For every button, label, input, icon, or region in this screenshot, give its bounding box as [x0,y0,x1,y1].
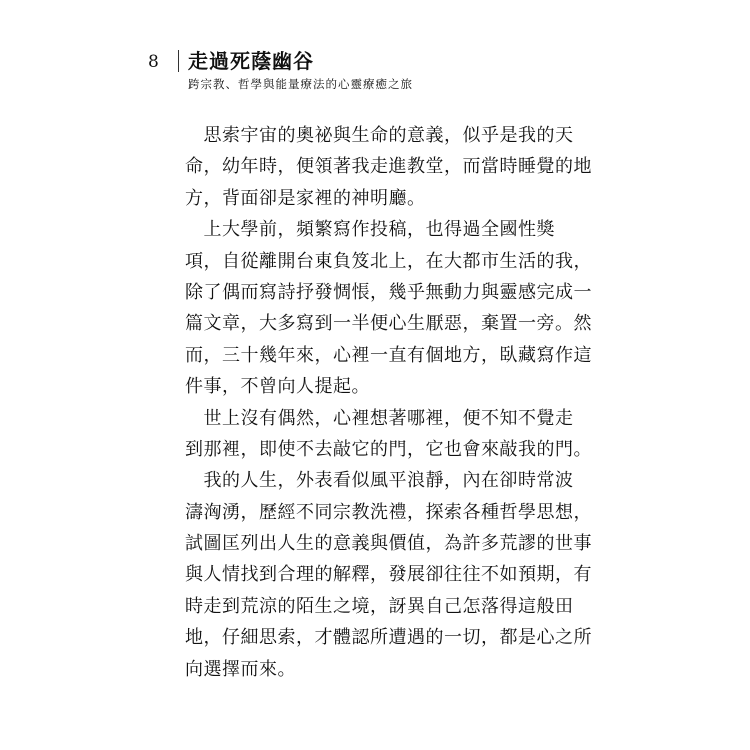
text-line: 方，背面卻是家裡的神明廳。 [185,187,426,209]
text-line: 向選擇而來。 [185,658,296,680]
text-line: 命，幼年時，便領著我走進教堂，而當時睡覺的地 [185,156,592,178]
book-subtitle: 跨宗教、哲學與能量療法的心靈療癒之旅 [188,77,413,91]
text-line: 地，仔細思索，才體認所遭遇的一切，都是心之所 [185,627,592,649]
text-line: 我的人生，外表看似風平浪靜，內在卻時常波 [185,470,574,492]
text-line: 與人情找到合理的解釋，發展卻往往不如預期，有 [185,564,592,586]
text-line: 而，三十幾年來，心裡一直有個地方，臥藏寫作這 [185,344,592,366]
book-title: 走過死蔭幽谷 [188,49,314,73]
running-header [148,46,608,90]
text-line: 篇文章，大多寫到一半便心生厭惡，棄置一旁。然 [185,313,592,335]
text-line: 項，自從離開台東負笈北上，在大都市生活的我， [185,250,592,272]
text-line: 到那裡，即使不去敲它的門，它也會來敲我的門。 [185,438,592,460]
body-text [185,124,592,689]
text-line: 上大學前，頻繁寫作投稿，也得過全國性獎 [185,219,555,241]
text-line: 件事，不曾向人提起。 [185,376,370,398]
text-line: 除了偶而寫詩抒發惆悵，幾乎無動力與靈感完成一 [185,281,592,303]
text-line: 濤洶湧，歷經不同宗教洗禮，探索各種哲學思想， [185,501,592,523]
text-line: 試圖匡列出人生的意義與價值，為許多荒謬的世事 [185,533,592,555]
header-divider [178,50,179,72]
page-number: 8 [148,52,159,72]
text-line: 思索宇宙的奧祕與生命的意義，似乎是我的天 [185,125,574,146]
text-line: 時走到荒涼的陌生之境，訝異自己怎落得這般田 [185,595,574,617]
text-line: 世上沒有偶然，心裡想著哪裡，便不知不覺走 [185,407,574,429]
